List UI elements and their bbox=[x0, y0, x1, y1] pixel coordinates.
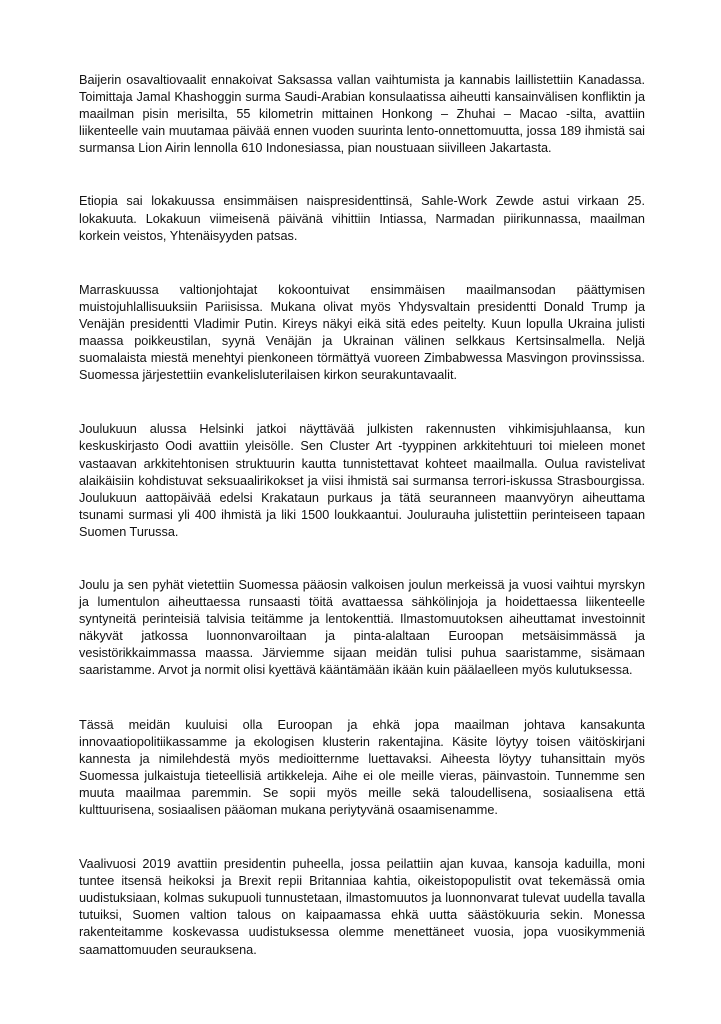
paragraph-november-paris: Marraskuussa valtionjohtajat kokoontuivat ensimmäisen maailmansodan päättymisen muistojuhlallisuuksiin Pariisissa. Mukana olivat myös Yhdysvaltain presidentti Donald Trump ja Venäjän presidentti Vladimir Putin. Kireys näkyi eikä sitä edes peitelty. Kuun lopulla Ukraina julisti maassa poikkeustilan, syynä Venäjän ja Ukrainan välinen selkkaus Kertsinsalmella. Neljä suomalaista miestä menehtyi pienkoneen törmättyä vuoreen Zimbabwessa Masvingon provinssissa. Suomessa järjestettiin evankelisluterilaisen kirkon seurakuntavaalit. bbox=[79, 282, 645, 383]
paragraph-december-oodi: Joulukuun alussa Helsinki jatkoi näyttävää julkisten rakennusten vihkimisjuhlaansa, kun keskuskirjasto Oodi avattiin yleisölle. Sen Cluster Art -tyyppinen arkkitehtuuri toi mieleen monet vastaavan arkkitehtonisen struktuurin kautta tunnistettavat kohteet maailmalla. Oulua ravistelivat alaikäisiin kohdistuvat seksuaalirikokset ja viisi ihmistä sai surmansa terrori-iskussa Strasbourgissa. Joulukuun aattopäivää edelsi Krakataun purkaus ja tätä seuranneen maanvyöryn aiheuttama tsunami surmasi yli 400 ihmistä ja liki 1500 loukkaantui. Joulurauha julistettiin perinteiseen tapaan Suomen Turussa. bbox=[79, 422, 645, 539]
paragraph-christmas-storm: Joulu ja sen pyhät vietettiin Suomessa pääosin valkoisen joulun merkeissä ja vuosi vaihtui myrskyn ja lumentulon aiheuttaessa runsaasti töitä avattaessa sähkölinjoja ja hoidettaessa liikenteelle syntyneitä perinteisiä talvisia teitämme ja lentokenttiä. Ilmastomuutoksen aiheuttamat investoinnit näkyvät jatkossa luonnonvaroiltaan ja pinta-alaltaan Euroopan metsäisimmässä ja vesistörikkaimmassa maassa. Järviemme sijaan meidän tulisi puhua saaristamme, sisämaan saaristamme. Arvot ja normit olisi kyettävä kääntämään ikään kuin päälaelleen myös kulutuksessa. bbox=[79, 577, 645, 678]
paragraph-innovation-policy: Tässä meidän kuuluisi olla Euroopan ja ehkä jopa maailman johtava kansakunta innovaatiopolitiikassamme ja ekologisen klusterin rakentajina. Käsite löytyy toisen väitöskirjani kannesta ja nimilehdestä myös medioitternme luettavaksi. Aiheesta löytyy tuhansittain myös Suomessa julkaistuja tieteellisiä artikkeleja. Aihe ei ole meille vieras, päinvastoin. Tunnemme sen muuta maailmaa paremmin. Se sopii myös meille sekä taloudellisena, sosiaalisena että kulttuurisena, sosiaalisen pääoman mukana periytyvänä osaamisenamme. bbox=[79, 717, 645, 817]
paragraph-bavaria-elections: Baijerin osavaltiovaalit ennakoivat Saksassa vallan vaihtumista ja kannabis laillistettiin Kanadassa. Toimittaja Jamal Khashoggin surma Saudi-Arabian konsulaatissa aiheutti kansainvälisen konfliktin ja maailman pisin merisilta, 55 kilometrin mittainen Honkong – Zhuhai – Macao -silta, avattiin liikenteelle vain muutamaa päivää ennen vuoden suurinta lento-onnettomuutta, jossa 189 ihmistä sai surmansa Lion Airin lennolla 610 Indonesiassa, pian noustuaan siivilleen Jakartasta. bbox=[79, 73, 645, 156]
document-page bbox=[79, 72, 645, 959]
paragraph-election-year-2019: Vaalivuosi 2019 avattiin presidentin puheella, jossa peilattiin ajan kuvaa, kansoja kaduilla, moni tuntee itsensä heikoksi ja Brexit repii Britanniaa kahtia, oikeistopopulistit ovat tekemässä omia uudistuksiaan, kolmas sukupuoli tunnustetaan, ilmastomuutos ja luonnonvarat tulevat uudella tavalla tutuiksi, Suomen valtion talous on kaipaamassa ehkä uutta säästökuuria sekin. Monessa rakenteitamme koskevassa uudistuksessa olemme menettäneet vuosia, jopa vuosikymmeniä saamattomuuden seurauksena. bbox=[79, 857, 645, 957]
paragraph-ethiopia-president: Etiopia sai lokakuussa ensimmäisen naispresidenttinsä, Sahle-Work Zewde astui virkaan 25. lokakuuta. Lokakuun viimeisenä päivänä vihittiin Intiassa, Narmadan piirikunnassa, maailman korkein veistos, Yhtenäisyyden patsas. bbox=[79, 194, 645, 243]
